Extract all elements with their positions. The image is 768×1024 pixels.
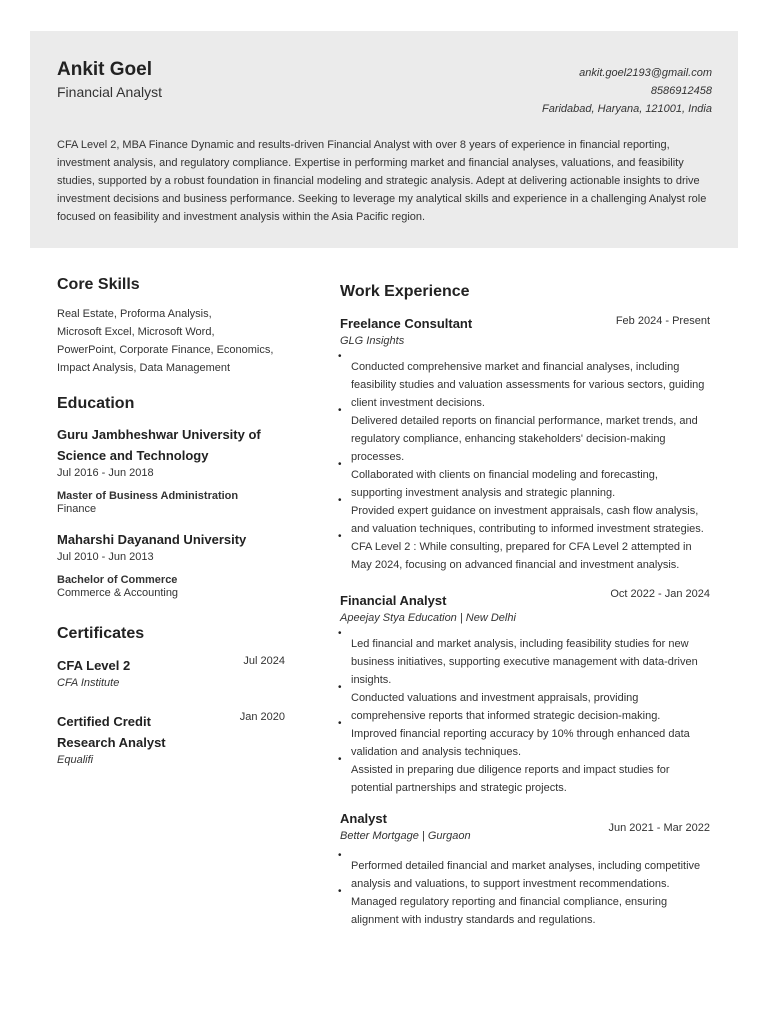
job-date: Oct 2022 - Jan 2024 (610, 588, 710, 600)
school-name: Guru Jambheshwar University of Science and Technology (57, 427, 261, 463)
education-date: Jul 2016 - Jun 2018 (57, 467, 154, 479)
bullet-dot-icon: • (338, 459, 342, 470)
job-company: Better Mortgage | Gurgaon (340, 830, 471, 842)
job-title: Financial Analyst (340, 593, 447, 608)
bullet-text: Performed detailed financial and market analyses, including competitive analysis and valuations, to support investment recommendations. (351, 860, 701, 890)
bullet-text: Provided expert guidance on investment appraisals, cash flow analysis, and valuation techniques, contributing to informed investment strategies. (351, 505, 704, 535)
skills-line: Impact Analysis, Data Management (57, 362, 231, 374)
bullet-text: Assisted in preparing due diligence reports and impact studies for potential partnerships and strategic projects. (351, 764, 670, 794)
education-title: Education (57, 395, 135, 412)
degree-field: Finance (57, 503, 97, 515)
bullet-text: Improved financial reporting accuracy by 10% through enhanced data validation and analysis techniques. (351, 728, 690, 758)
list-item (338, 495, 712, 538)
skills-line: PowerPoint, Corporate Finance, Economics, (57, 344, 274, 356)
degree-field: Commerce & Accounting (57, 587, 179, 599)
certificate-date: Jul 2024 (243, 655, 285, 667)
job-title: Freelance Consultant (340, 316, 473, 331)
job-item (340, 315, 712, 574)
job-date: Feb 2024 - Present (615, 315, 710, 327)
bullet-dot-icon: • (338, 850, 342, 861)
bullet-text: CFA Level 2 : While consulting, prepared for CFA Level 2 attempted in May 2024, focusing on advanced financial and investment analysis. (351, 541, 692, 571)
certificate-item (57, 655, 287, 691)
right-column (340, 283, 712, 929)
list-item (338, 459, 712, 502)
job-title: Analyst (340, 811, 387, 826)
list-item (338, 718, 712, 761)
job-company: GLG Insights (340, 335, 405, 347)
skills-line: Real Estate, Proforma Analysis, (57, 308, 212, 320)
job-bullets (338, 351, 712, 574)
bullet-dot-icon: • (338, 405, 342, 416)
certificate-issuer: Equalifi (57, 754, 94, 766)
bullet-text: Conducted comprehensive market and financial analyses, including feasibility studies and valuation assessments for various sectors, guiding client investment decisions. (351, 361, 705, 409)
bullet-dot-icon: • (338, 628, 342, 639)
contact-info (542, 64, 712, 118)
education-date: Jul 2010 - Jun 2013 (57, 551, 154, 563)
bullet-dot-icon: • (338, 754, 342, 765)
experience-title: Work Experience (340, 283, 470, 300)
professional-summary: CFA Level 2, MBA Finance Dynamic and results-driven Financial Analyst with over 8 years of experience in financial reporting, investment analysis, and regulatory compliance. Expertise in performing market and financial analyses, valuations, and feasibility studies, supported by a robust foundation in financial modeling and strategic analysis. Adept at delivering actionable insights to drive investment decisions and business performance. Seeking to leverage my analytical skills and experience in a challenging Analyst role focused on feasibility and investment analysis within the Asia Pacific region. (57, 139, 707, 223)
job-company: Apeejay Stya Education | New Delhi (340, 612, 516, 624)
list-item (338, 850, 712, 893)
certificate-date: Jan 2020 (239, 711, 285, 723)
bullet-dot-icon: • (338, 886, 342, 897)
skills-title: Core Skills (57, 276, 140, 293)
bullet-text: Delivered detailed reports on financial performance, market trends, and regulatory compliance, enhancing stakeholders' decision-making processes. (351, 415, 698, 463)
phone-number: 8586912458 (650, 85, 712, 97)
education-item (57, 424, 287, 516)
degree-name: Master of Business Administration (57, 490, 239, 502)
bullet-text: Collaborated with clients on financial modeling and forecasting, supporting investment analysis and strategic planning. (351, 469, 658, 499)
degree-name: Bachelor of Commerce (57, 574, 178, 586)
list-item (338, 754, 712, 797)
resume-header (30, 31, 738, 248)
school-name: Maharshi Dayanand University (57, 532, 247, 547)
job-bullets (338, 628, 712, 797)
certificate-name: Certified Credit Research Analyst (57, 714, 166, 750)
bullet-dot-icon: • (338, 495, 342, 506)
certificate-item (57, 711, 287, 768)
bullet-dot-icon: • (338, 531, 342, 542)
skills-list (57, 305, 287, 377)
candidate-role: Financial Analyst (57, 84, 163, 100)
list-item (338, 886, 712, 929)
list-item (338, 682, 712, 725)
list-item (338, 405, 712, 466)
list-item (338, 628, 712, 689)
job-date: Jun 2021 - Mar 2022 (608, 822, 710, 834)
job-bullets (338, 850, 712, 929)
bullet-text: Led financial and market analysis, including feasibility studies for new business initiatives, supporting executive management with data-driven insights. (351, 638, 698, 686)
bullet-dot-icon: • (338, 351, 342, 362)
certificate-name: CFA Level 2 (57, 658, 131, 673)
list-item (338, 531, 712, 574)
job-item (338, 588, 712, 797)
certificates-title: Certificates (57, 625, 145, 642)
certificate-issuer: CFA Institute (57, 677, 120, 689)
email-link[interactable]: ankit.goel2193@gmail.com (579, 67, 712, 79)
bullet-dot-icon: • (338, 718, 342, 729)
job-item (340, 810, 712, 929)
left-column (57, 276, 287, 768)
education-item (57, 529, 287, 600)
bullet-text: Managed regulatory reporting and financial compliance, ensuring alignment with industry standards and regulations. (351, 896, 668, 926)
location: Faridabad, Haryana, 121001, India (541, 103, 712, 115)
list-item (338, 351, 712, 412)
skills-line: Microsoft Excel, Microsoft Word, (57, 326, 215, 338)
bullet-text: Conducted valuations and investment appraisals, providing comprehensive reports that informed strategic decision-making. (351, 692, 661, 722)
candidate-name: Ankit Goel (57, 59, 153, 80)
bullet-dot-icon: • (338, 682, 342, 693)
